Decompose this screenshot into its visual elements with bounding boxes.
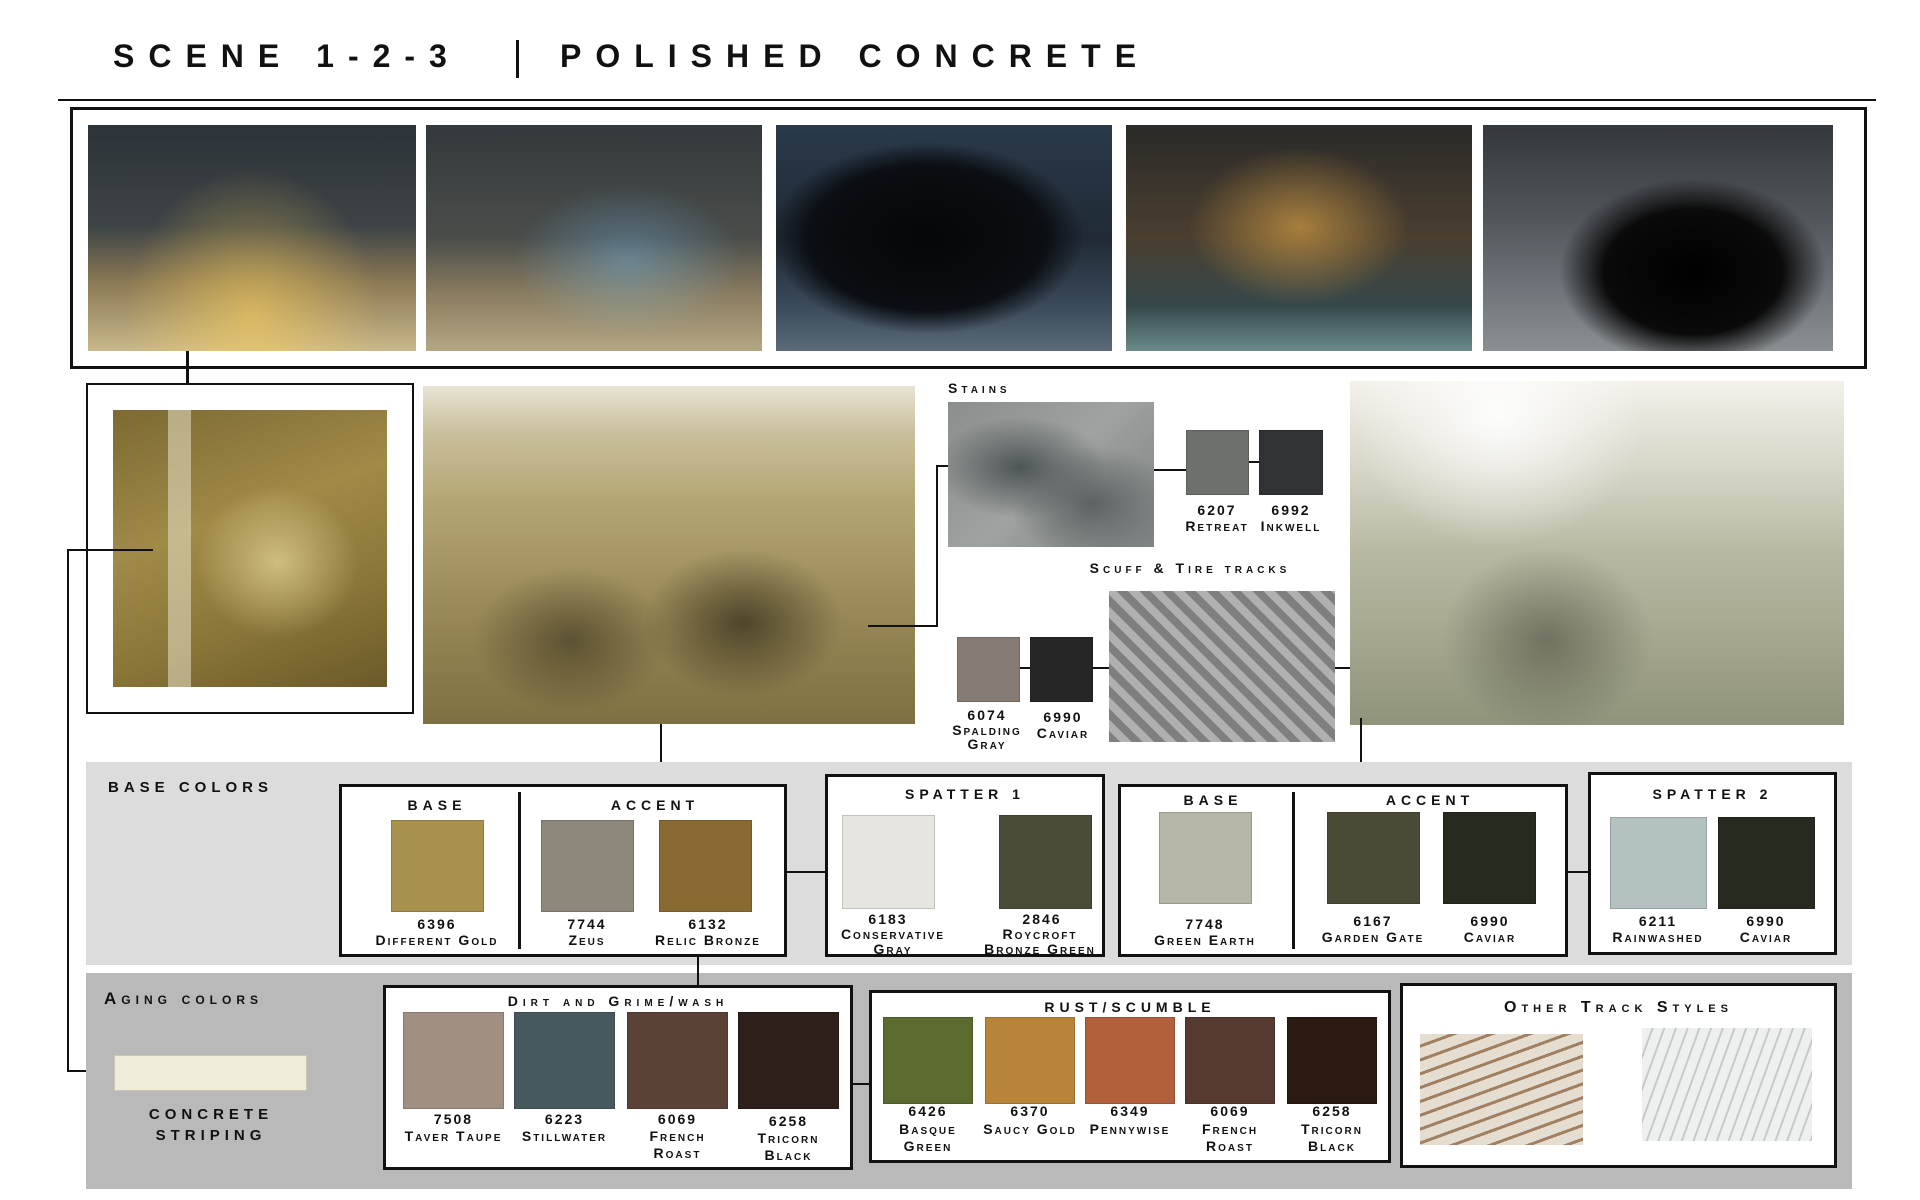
swatch-code: 6132 [688,916,728,932]
spatter-swatch-conservative-gray [842,815,935,909]
swatch-code: 7508 [433,1111,474,1127]
concrete-striping-label: CONCRETE STRIPING [148,1106,274,1144]
accent-swatch-relic-bronze [659,820,752,912]
connector-line [936,465,938,627]
swatch-name: Taver Taupe [404,1128,503,1144]
concrete-striping-swatch [114,1055,307,1091]
swatch-name: Roycroft Bronze Green [984,926,1096,957]
tire-tracks-photo [1109,591,1335,742]
stain-swatch-retreat [1186,430,1249,495]
dirt-swatch-tricorn-black [738,1012,839,1109]
swatch-name: Caviar [1739,929,1793,945]
connector-line [1020,667,1030,669]
accent-swatch-caviar [1443,812,1536,904]
panel-divider [1292,792,1295,949]
swatch-name: Stillwater [521,1128,608,1144]
rust-swatch-pennywise [1085,1017,1175,1104]
swatch-code: 6258 [1312,1103,1352,1119]
connector-line [868,625,938,627]
swatch-name: Green Earth [1154,932,1256,948]
scuff-swatch-spalding-gray [957,637,1020,702]
panel-divider [518,792,521,949]
concept-art-hangar [1483,125,1833,351]
scuff-swatch-caviar [1030,637,1093,702]
swatch-name: Pennywise [1089,1121,1171,1137]
swatch-name: Spalding Gray [952,722,1022,752]
swatch-code: 6990 [1746,913,1786,929]
connector-line [1154,469,1186,471]
stains-label: Stains [948,380,1011,396]
swatch-code: 7744 [567,916,607,932]
track-style-photo-1 [1420,1034,1583,1145]
accent-title: ACCENT [610,797,700,813]
concept-art-corridor [88,125,416,351]
swatch-code: 6426 [908,1103,948,1119]
swatch-code: 6207 [1197,502,1237,518]
swatch-name: Tricorn Black [1301,1121,1363,1154]
dirt-swatch-stillwater [514,1012,615,1109]
connector-line [1568,871,1588,873]
stain-swatch-inkwell [1259,430,1323,495]
polished-floor-photo [423,386,915,724]
swatch-code: 6183 [868,911,908,927]
swatch-name: Conservative Gray [840,926,946,957]
aging-colors-label: Aging colors [104,989,264,1008]
spatter-1-title: SPATTER 1 [905,786,1025,802]
accent-title: ACCENT [1385,792,1475,808]
dirt-grime-title: Dirt and Grime/wash [507,993,729,1009]
connector-line [787,871,825,873]
spatter-swatch-caviar [1718,817,1815,909]
connector-line [67,549,153,551]
swatch-code: 6069 [1210,1103,1250,1119]
rust-swatch-french-roast [1185,1017,1275,1104]
swatch-code: 6069 [657,1111,698,1127]
accent-swatch-zeus [541,820,634,912]
swatch-name: Retreat [1185,518,1249,534]
scuff-label: Scuff & Tire tracks [1089,560,1291,576]
accent-swatch-garden-gate [1327,812,1420,904]
rust-swatch-basque-green [883,1017,973,1104]
base-title: BASE [407,797,467,813]
swatch-name: Saucy Gold [983,1121,1077,1137]
spatter-2-title: SPATTER 2 [1652,786,1773,802]
concept-art-vehicle-bay [776,125,1112,351]
swatch-name: Basque Green [899,1121,957,1154]
swatch-code: 6396 [417,916,457,932]
base-swatch-different-gold [391,820,484,912]
swatch-name: Inkwell [1260,518,1322,534]
swatch-name: Different Gold [375,932,499,948]
connector-line [936,465,948,467]
swatch-code: 6258 [768,1113,809,1129]
swatch-name: Garden Gate [1321,929,1425,945]
dirt-swatch-french-roast [627,1012,728,1109]
rust-swatch-saucy-gold [985,1017,1075,1104]
connector-line [697,957,699,987]
scene-number: SCENE 1-2-3 [113,38,461,74]
other-track-styles-title: Other Track Styles [1504,999,1733,1016]
swatch-code: 6990 [1470,913,1510,929]
swatch-code: 6211 [1638,913,1678,929]
swatch-code: 6074 [967,707,1007,723]
header-rule [58,99,1876,101]
spatter-swatch-roycroft-bronze-green [999,815,1092,909]
swatch-name: Rainwashed [1612,929,1704,945]
swatch-code: 6223 [544,1111,585,1127]
swatch-name: Caviar [1036,725,1090,741]
floor-closeup-photo [113,410,387,687]
swatch-name: French Roast [1201,1121,1259,1154]
connector-line [1249,461,1259,463]
spatter-swatch-rainwashed [1610,817,1707,909]
connector-line [1093,667,1109,669]
concept-art-hallway [426,125,762,351]
base-colors-label: BASE COLORS [108,779,274,796]
dirt-swatch-taver-taupe [403,1012,504,1109]
concept-art-control-room [1126,125,1472,351]
left-connector-line [67,549,69,1072]
warehouse-floor-photo [1350,381,1844,725]
swatch-code: 6990 [1043,709,1083,725]
swatch-code: 6370 [1010,1103,1050,1119]
swatch-name: Relic Bronze [655,932,761,948]
base-swatch-green-earth [1159,812,1252,904]
swatch-name: Caviar [1463,929,1517,945]
swatch-code: 2846 [1022,911,1062,927]
title-divider [516,40,519,78]
swatch-name: Zeus [568,932,606,948]
page-title: POLISHED CONCRETE [560,38,1151,74]
swatch-code: 6349 [1110,1103,1150,1119]
swatch-name: French Roast [649,1128,706,1161]
swatch-code: 6167 [1353,913,1393,929]
rust-scumble-title: RUST/SCUMBLE [1044,999,1216,1015]
connector-line [853,1083,869,1085]
swatch-code: 7748 [1185,916,1225,932]
swatch-code: 6992 [1271,502,1311,518]
track-style-photo-2 [1642,1028,1812,1141]
stains-photo [948,402,1154,547]
base-title: BASE [1183,792,1243,808]
swatch-name: Tricorn Black [757,1130,820,1163]
rust-swatch-tricorn-black [1287,1017,1377,1104]
